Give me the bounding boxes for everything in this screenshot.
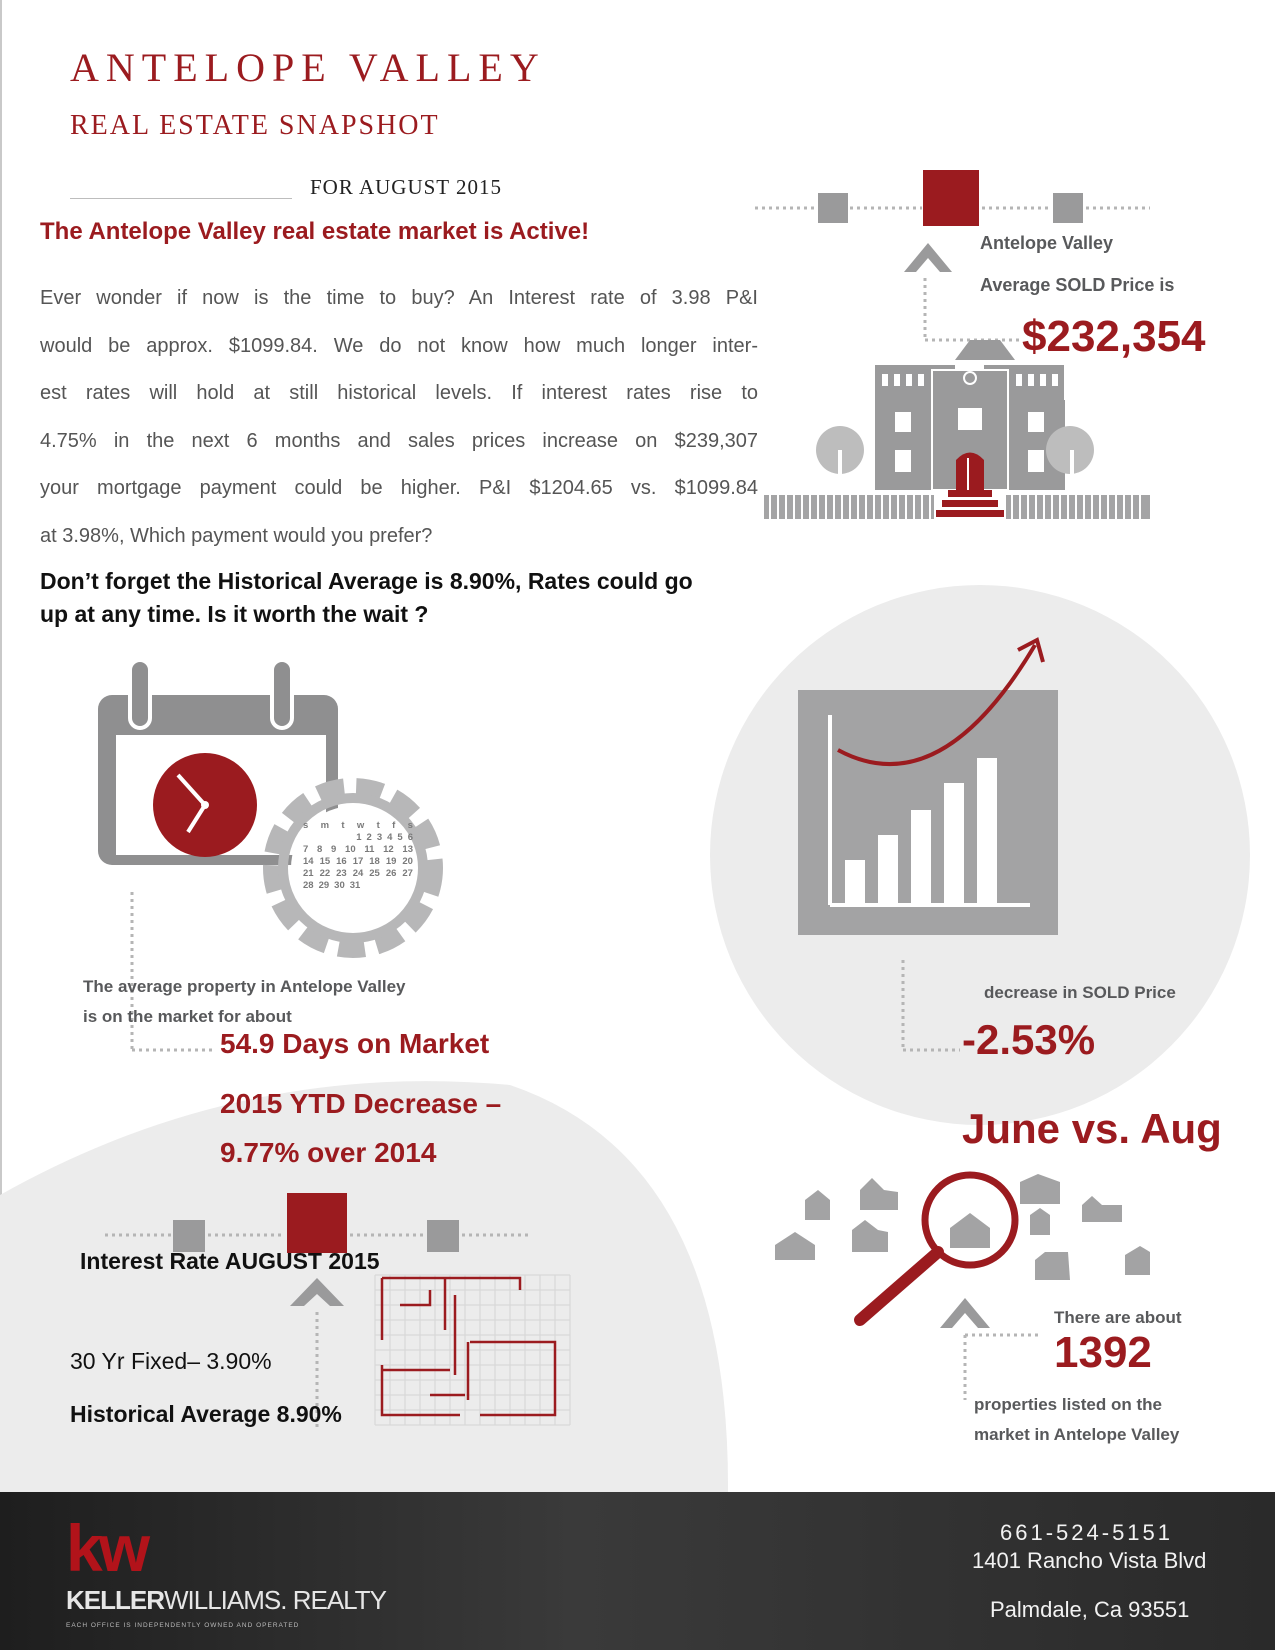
sold-price-change-value: -2.53% <box>962 1016 1096 1063</box>
calendar-day: 25 <box>369 868 380 879</box>
brokerage-tagline: EACH OFFICE IS INDEPENDENTLY OWNED AND OPERATED <box>66 1622 300 1629</box>
calendar-day: 1 <box>356 832 362 843</box>
days-on-market-label <box>83 972 405 1032</box>
intro-line: 4.75% in the next 6 months and sales prices increase on $239,307 <box>40 429 758 452</box>
calendar-day: 14 <box>303 856 314 867</box>
phone-number: 661-524-5151 <box>1000 1520 1174 1545</box>
intro-line: at 3.98%, Which payment would you prefer? <box>40 524 433 547</box>
calendar-day: 24 <box>352 868 364 879</box>
calendar-weekday-row <box>303 820 413 832</box>
intro-paragraph <box>40 275 758 560</box>
calendar-day: 16 <box>336 856 347 867</box>
weekday-label: f <box>392 820 396 831</box>
calendar-day: 26 <box>385 868 397 879</box>
clock-icon <box>153 753 257 857</box>
date-divider <box>70 198 292 199</box>
calendar-day: 2 <box>366 832 372 843</box>
calendar-day: 4 <box>387 832 393 843</box>
weekday-label: w <box>356 820 365 831</box>
weekday-label: s <box>407 820 413 831</box>
calendar-day: 27 <box>402 868 413 879</box>
label-line: The average property in Antelope Valley <box>83 977 406 996</box>
calendar-day: 9 <box>331 844 337 855</box>
ytd-decrease-line: 9.77% over 2014 <box>220 1137 437 1168</box>
intro-line: Ever wonder if now is the time to buy? An Interest rate of 3.98 P&I <box>40 287 758 309</box>
red-square-icon <box>923 170 979 226</box>
intro-line: est rates will hold at still historical levels. If interest rates rise to <box>40 382 758 404</box>
market-headline: The Antelope Valley real estate market is Active! <box>40 218 590 245</box>
calendar-day: 28 <box>303 880 314 891</box>
calendar-day: 7 <box>303 844 309 855</box>
calendar-day: 13 <box>402 844 413 855</box>
street-address: 1401 Rancho Vista Blvd <box>972 1548 1207 1573</box>
calendar-day: 22 <box>319 868 331 879</box>
calendar-day: 12 <box>383 844 394 855</box>
report-date: FOR AUGUST 2015 <box>310 175 502 199</box>
weekday-label: t <box>376 820 380 831</box>
label-line: is on the market for about <box>83 1007 292 1026</box>
weekday-label: t <box>341 820 345 831</box>
gray-square-icon <box>1053 193 1083 223</box>
listings-label-top: There are about <box>1054 1308 1182 1327</box>
cta-line: up at any time. Is it worth the wait ? <box>40 601 429 627</box>
calendar-week-row <box>303 844 413 856</box>
calendar-day: 11 <box>364 844 375 855</box>
intro-line: would be approx. $1099.84. We do not know how much longer inter- <box>40 334 758 357</box>
calendar-day: 29 <box>318 880 330 891</box>
calendar-day: 21 <box>303 868 314 879</box>
page-subtitle: REAL ESTATE SNAPSHOT <box>70 110 440 141</box>
listings-count: 1392 <box>1054 1328 1152 1377</box>
days-on-market-value: 54.9 Days on Market <box>220 1028 490 1059</box>
avg-price-label: Antelope Valley <box>980 233 1114 253</box>
interest-rate-title: Interest Rate AUGUST 2015 <box>80 1248 380 1274</box>
brand-bold: KELLER <box>66 1585 164 1615</box>
calendar-week-row <box>303 832 413 844</box>
listings-label <box>974 1390 1179 1450</box>
calendar-week-row <box>303 856 413 868</box>
calendar-day: 23 <box>336 868 347 879</box>
ytd-decrease-line: 2015 YTD Decrease – <box>220 1088 502 1119</box>
red-square-icon <box>287 1193 347 1253</box>
cta-line: Don’t forget the Historical Average is 8.90%, Rates could go <box>40 568 693 594</box>
city-state-zip: Palmdale, Ca 93551 <box>990 1597 1190 1622</box>
calendar-day: 19 <box>385 856 397 867</box>
intro-line: your mortgage payment could be higher. P&I $1204.65 vs. $1099.84 <box>40 477 758 499</box>
page-title: ANTELOPE VALLEY <box>70 45 546 90</box>
calendar-day: 6 <box>407 832 413 843</box>
calendar-day: 18 <box>369 856 380 867</box>
comparison-period: June vs. Aug <box>962 1105 1222 1152</box>
historical-average-callout <box>40 565 770 631</box>
brokerage-name <box>66 1585 386 1616</box>
calendar-day: 8 <box>317 844 323 855</box>
calendar-week-row <box>303 880 413 892</box>
calendar-day: 10 <box>345 844 356 855</box>
avg-sold-price-value: $232,354 <box>1022 312 1206 361</box>
gray-square-icon <box>427 1220 459 1252</box>
sold-price-change-label: decrease in SOLD Price <box>984 983 1176 1002</box>
kw-logo: kw <box>66 1511 147 1585</box>
weekday-label: m <box>320 820 330 831</box>
mini-calendar <box>303 820 413 892</box>
calendar-day: 30 <box>334 880 345 891</box>
fixed-rate-value: 30 Yr Fixed– 3.90% <box>70 1348 272 1374</box>
brand-rest: WILLIAMS. REALTY <box>164 1585 386 1615</box>
calendar-day: 15 <box>319 856 331 867</box>
floor-plan-icon <box>375 1275 570 1425</box>
weekday-label: s <box>303 820 309 831</box>
gray-square-icon <box>818 193 848 223</box>
label-line: market in Antelope Valley <box>974 1425 1180 1444</box>
calendar-day: 20 <box>402 856 413 867</box>
historical-average-value: Historical Average 8.90% <box>70 1401 342 1427</box>
house-icon <box>764 340 1150 519</box>
calendar-week-row <box>303 868 413 880</box>
label-line: properties listed on the <box>974 1395 1162 1414</box>
calendar-day: 17 <box>352 856 364 867</box>
avg-price-label: Average SOLD Price is <box>980 275 1175 295</box>
calendar-day: 31 <box>349 880 361 891</box>
calendar-day: 3 <box>376 832 383 843</box>
calendar-day: 5 <box>397 832 403 843</box>
